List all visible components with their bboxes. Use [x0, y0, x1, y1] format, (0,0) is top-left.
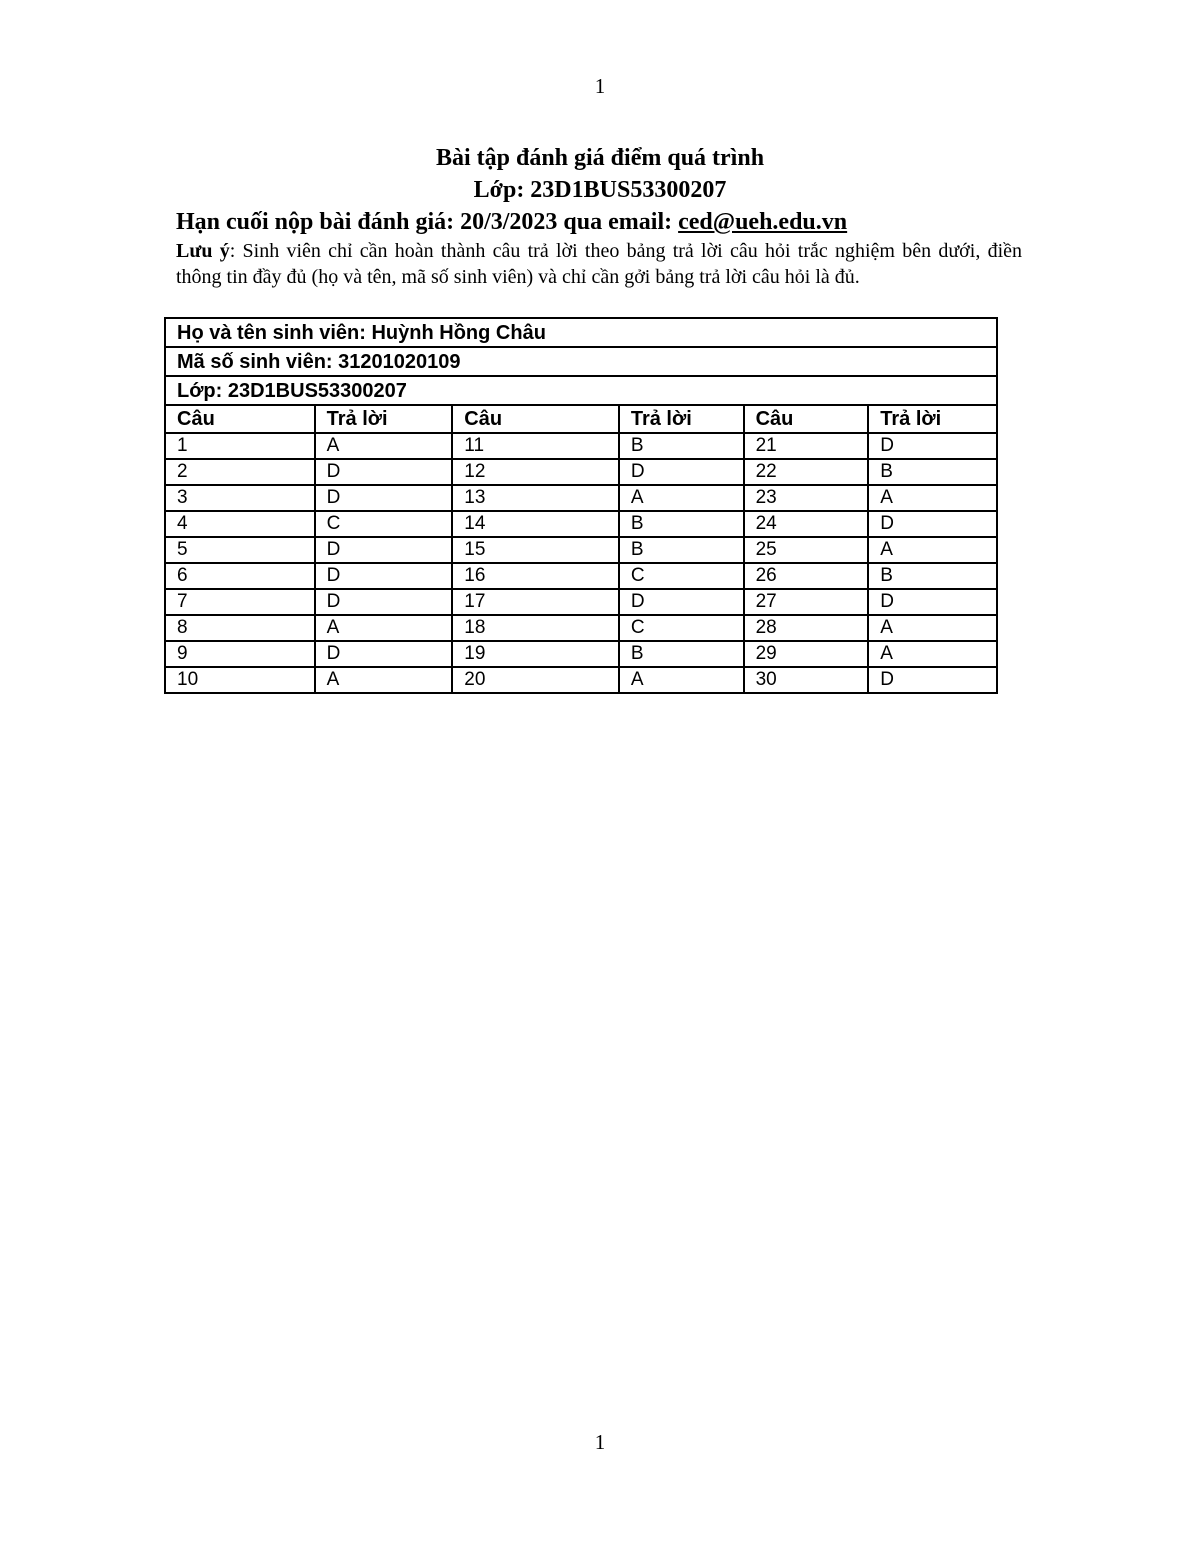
student-id: Mã số sinh viên: 31201020109: [165, 347, 997, 376]
table-row: [165, 511, 997, 537]
question-number: 2: [165, 459, 315, 485]
question-number: 1: [165, 433, 315, 459]
question-number: 18: [452, 615, 619, 641]
question-number: 5: [165, 537, 315, 563]
header-answer: Trả lời: [315, 405, 453, 433]
question-number: 20: [452, 667, 619, 693]
question-number: 26: [744, 563, 869, 589]
answer-cell: D: [315, 537, 453, 563]
note-label: Lưu ý: [176, 240, 230, 262]
answer-cell: A: [619, 485, 744, 511]
question-number: 28: [744, 615, 869, 641]
answer-cell: A: [868, 641, 997, 667]
answer-cell: B: [868, 563, 997, 589]
question-number: 7: [165, 589, 315, 615]
question-number: 12: [452, 459, 619, 485]
answer-cell: D: [619, 589, 744, 615]
question-number: 24: [744, 511, 869, 537]
header-answer: Trả lời: [868, 405, 997, 433]
answer-cell: B: [619, 511, 744, 537]
answer-cell: D: [315, 589, 453, 615]
header-question: Câu: [452, 405, 619, 433]
table-row: [165, 641, 997, 667]
answer-cell: D: [619, 459, 744, 485]
document-title: Bài tập đánh giá điểm quá trình: [435, 145, 765, 171]
answer-cell: D: [315, 641, 453, 667]
table-row: [165, 667, 997, 693]
table-header-row: [165, 405, 997, 433]
header-question: Câu: [744, 405, 869, 433]
table-row: [165, 485, 997, 511]
answer-cell: A: [868, 537, 997, 563]
page-number-top: 1: [594, 74, 606, 98]
note-text: : Sinh viên chỉ cần hoàn thành câu trả lời theo bảng trả lời câu hỏi trắc nghiệm bên dưới, điền thông tin đầy đủ (họ và tên, mã số sinh viên) và chỉ cần gởi bảng trả lời câu hỏi là đủ.: [176, 240, 1022, 288]
table-row: [165, 615, 997, 641]
answer-cell: A: [619, 667, 744, 693]
question-number: 13: [452, 485, 619, 511]
answer-cell: C: [315, 511, 453, 537]
question-number: 19: [452, 641, 619, 667]
question-number: 14: [452, 511, 619, 537]
student-name: Họ và tên sinh viên: Huỳnh Hồng Châu: [165, 318, 997, 347]
answer-cell: D: [868, 511, 997, 537]
page-number-bottom: 1: [594, 1430, 606, 1454]
question-number: 6: [165, 563, 315, 589]
question-number: 21: [744, 433, 869, 459]
answer-cell: D: [868, 433, 997, 459]
table-row: [165, 433, 997, 459]
question-number: 8: [165, 615, 315, 641]
answer-rows: [165, 433, 997, 693]
email-link[interactable]: ced@ueh.edu.vn: [678, 209, 848, 235]
table-row: [165, 589, 997, 615]
answer-cell: A: [315, 433, 453, 459]
table-row: [165, 459, 997, 485]
header-answer: Trả lời: [619, 405, 744, 433]
question-number: 29: [744, 641, 869, 667]
question-number: 22: [744, 459, 869, 485]
answer-cell: C: [619, 563, 744, 589]
answer-cell: D: [868, 589, 997, 615]
answer-cell: D: [868, 667, 997, 693]
question-number: 30: [744, 667, 869, 693]
answer-cell: A: [315, 615, 453, 641]
answer-cell: C: [619, 615, 744, 641]
class-title: Lớp: 23D1BUS53300207: [473, 177, 727, 203]
question-number: 4: [165, 511, 315, 537]
question-number: 11: [452, 433, 619, 459]
answer-sheet-table: [164, 317, 998, 694]
answer-cell: D: [315, 459, 453, 485]
answer-cell: B: [868, 459, 997, 485]
question-number: 15: [452, 537, 619, 563]
question-number: 23: [744, 485, 869, 511]
header-question: Câu: [165, 405, 315, 433]
question-number: 17: [452, 589, 619, 615]
answer-cell: B: [619, 641, 744, 667]
answer-cell: A: [315, 667, 453, 693]
table-row: [165, 537, 997, 563]
question-number: 27: [744, 589, 869, 615]
question-number: 16: [452, 563, 619, 589]
answer-cell: B: [619, 433, 744, 459]
question-number: 25: [744, 537, 869, 563]
student-class: Lớp: 23D1BUS53300207: [165, 376, 997, 405]
table-row: [165, 563, 997, 589]
question-number: 3: [165, 485, 315, 511]
question-number: 10: [165, 667, 315, 693]
answer-cell: D: [315, 563, 453, 589]
answer-cell: A: [868, 615, 997, 641]
note-paragraph: [176, 238, 1022, 290]
deadline-text: Hạn cuối nộp bài đánh giá: 20/3/2023 qua email:: [176, 209, 673, 235]
answer-cell: B: [619, 537, 744, 563]
answer-cell: A: [868, 485, 997, 511]
answer-cell: D: [315, 485, 453, 511]
deadline-line: [176, 206, 1036, 238]
question-number: 9: [165, 641, 315, 667]
